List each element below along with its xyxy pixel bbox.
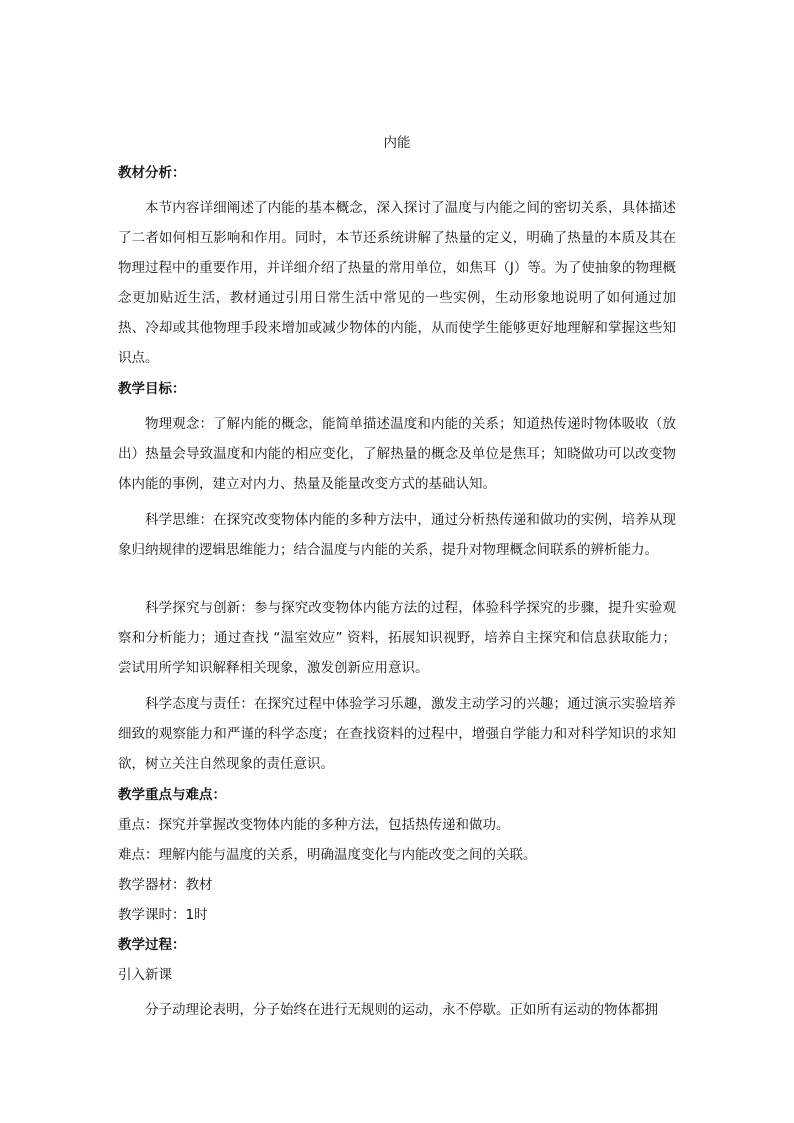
paragraph-goal-scientific-thinking: 科学思维：在探究改变物体内能的多种方法中，通过分析热传递和做功的实例，培养从现象归纳规律的逻辑思维能力；结合温度与内能的关系，提升对物理概念间联系的辨析能力。 xyxy=(118,512,676,558)
paragraph-goal-physics-concept: 物理观念：了解内能的概念，能简单描述温度和内能的关系；知道热传递时物体吸收（放出）热量会导致温度和内能的相应变化，了解热量的概念及单位是焦耳；知晓做功可以改变物体内能的事例，建立对内力、热量及能量改变方式的基础认知。 xyxy=(118,416,676,492)
difficult-point-line: 难点：理解内能与温度的关系，明确温度变化与内能改变之间的关联。 xyxy=(118,847,537,863)
heading-key-difficult-points: 教学重点与难点： xyxy=(118,787,226,803)
heading-teaching-goals: 教学目标： xyxy=(118,381,186,397)
heading-teaching-process: 教学过程： xyxy=(118,937,186,953)
key-point-line: 重点：探究并掌握改变物体内能的多种方法，包括热传递和做功。 xyxy=(118,817,510,833)
paragraph-textbook-analysis: 本节内容详细阐述了内能的基本概念，深入探讨了温度与内能之间的密切关系，具体描述了二者如何相互影响和作用。同时，本节还系统讲解了热量的定义，明确了热量的本质及其在物理过程中的重要作用，并详细介绍了热量的常用单位，如焦耳（J）等。为了使抽象的物理概念更加贴近生活，教材通过引用日常生活中常见的一些实例，生动形象地说明了如何通过加热、冷却或其他物理手段来增加或减少物体的内能，从而使学生能够更好地理解和掌握这些知识点。 xyxy=(118,200,676,366)
teaching-hours-line: 教学课时：1时 xyxy=(118,907,208,923)
blank-line xyxy=(118,571,676,593)
paragraph-goal-inquiry-innovation: 科学探究与创新：参与探究改变物体内能方法的过程，体验科学探究的步骤，提升实验观察和分析能力；通过查找 “温室效应” 资料，拓展知识视野，培养自主探究和信息获取能力；尝试用所学知识解释相关现象，激发创新应用意识。 xyxy=(118,600,676,676)
paragraph-goal-attitude-responsibility: 科学态度与责任：在探究过程中体验学习乐趣，激发主动学习的兴趣；通过演示实验培养细致的观察能力和严谨的科学态度；在查找资料的过程中，增强自学能力和对科学知识的求知欲，树立关注自然现象的责任意识。 xyxy=(118,696,676,772)
document-title: 内能 xyxy=(383,135,411,151)
heading-textbook-analysis: 教材分析： xyxy=(118,165,186,181)
paragraph-introduction: 分子动理论表明，分子始终在进行无规则的运动，永不停歇。正如所有运动的物体都拥 xyxy=(145,1002,658,1018)
subheading-introduce-lesson: 引入新课 xyxy=(118,967,172,983)
teaching-materials-line: 教学器材：教材 xyxy=(118,877,213,893)
